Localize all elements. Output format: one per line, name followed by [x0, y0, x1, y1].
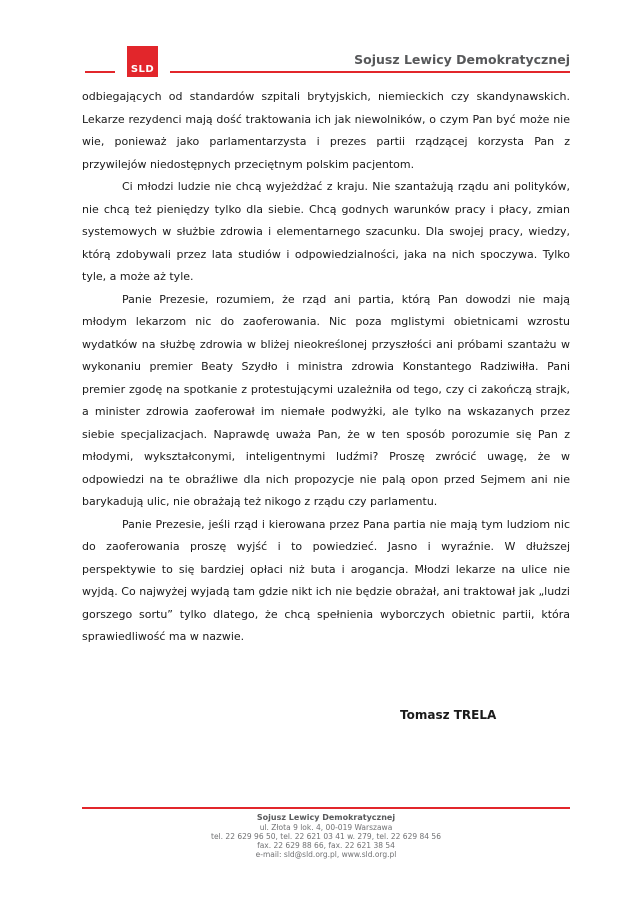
letter-paragraph: Panie Prezesie, jeśli rząd i kierowana przez Pana partia nie mają tym ludziom nic do zaoferowania proszę wyjść i to powiedzieć. Jasno i wyraźnie. W dłuższej perspektywie to się bardziej opłaci niż buta i arogancja. Młodzi lekarze na ulice nie wyjdą. Co najwyżej wyjadą tam gdzie nikt ich nie będzie obrażał, ani traktował jak „ludzi gorszego sortu” tylko dlatego, że chcą spełnienia wyborczych obietnic partii, która sprawiedliwość ma w nazwie.	[82, 517, 570, 643]
letter-paragraph: odbiegających od standardów szpitali brytyjskich, niemieckich czy skandynawskich. Lekarze rezydenci mają dość traktowania ich jak niewolników, o czym Pan być może nie wie, ponieważ jako parlamentarzysta i prezes partii rządzącej korzysta Pan z przywilejów niedostępnych przeciętnym polskim pacjentom.	[82, 90, 570, 171]
footer-faxes: fax. 22 629 88 66, fax. 22 621 38 54	[257, 840, 395, 850]
letterhead-left-rule	[85, 71, 115, 73]
sld-logo	[127, 46, 158, 77]
letter-paragraph: Ci młodzi ludzie nie chcą wyjeżdżać z kraju. Nie szantażują rządu ani polityków, nie chcą też pieniędzy tylko dla siebie. Chcą godnych warunków pracy i płacy, zmian systemowych w służbie zdrowia i elementarnego szacunku. Dla swojej pracy, wiedzy, którą zdobywali przez lata studiów i odpowiedzialności, jaka na nich spoczywa. Tylko tyle, a może aż tyle.	[82, 180, 570, 283]
footer-phones: tel. 22 629 96 50, tel. 22 621 03 41 w. 279, tel. 22 629 84 56	[211, 831, 441, 841]
letterhead-org-name: Sojusz Lewicy Demokratycznej	[354, 52, 570, 67]
letterhead-rule	[170, 71, 570, 73]
footer-email-web: e-mail: sld@sld.org.pl, www.sld.org.pl	[255, 849, 397, 859]
sld-logo-text: SLD	[130, 64, 155, 75]
footer-address: ul. Złota 9 lok. 4, 00-019 Warszawa	[259, 822, 393, 832]
footer-org-name: Sojusz Lewicy Demokratycznej	[256, 813, 396, 822]
footer-contact-block	[82, 813, 570, 859]
signature: Tomasz TRELA	[400, 708, 497, 722]
letter-paragraph: Panie Prezesie, rozumiem, że rząd ani partia, którą Pan dowodzi nie mają młodym lekarzom nic do zaoferowania. Nic poza mglistymi obietnicami wzrostu wydatków na służbę zdrowia w bliżej nieokreślonej przyszłości ani próbami szantażu w wykonaniu premier Beaty Szydło i ministra zdrowia Konstantego Radziwiłła. Pani premier zgodę na spotkanie z protestującymi uzależniła od tego, czy ci zakończą strajk, a minister zdrowia zaoferował im niemałe podwyżki, ale tylko na wskazanych przez siebie specjalizacjach. Naprawdę uważa Pan, że w ten sposób porozumie się Pan z młodymi, wykształconymi, inteligentnymi ludźmi? Proszę zwrócić uwagę, że w odpowiedzi na te obraźliwe dla nich propozycje nie palą opon przed Sejmem ani nie barykadują ulic, nie obrażają też nikogo z rządu czy parlamentu.	[82, 292, 570, 508]
letter-body	[82, 86, 570, 649]
footer-rule	[82, 807, 570, 809]
